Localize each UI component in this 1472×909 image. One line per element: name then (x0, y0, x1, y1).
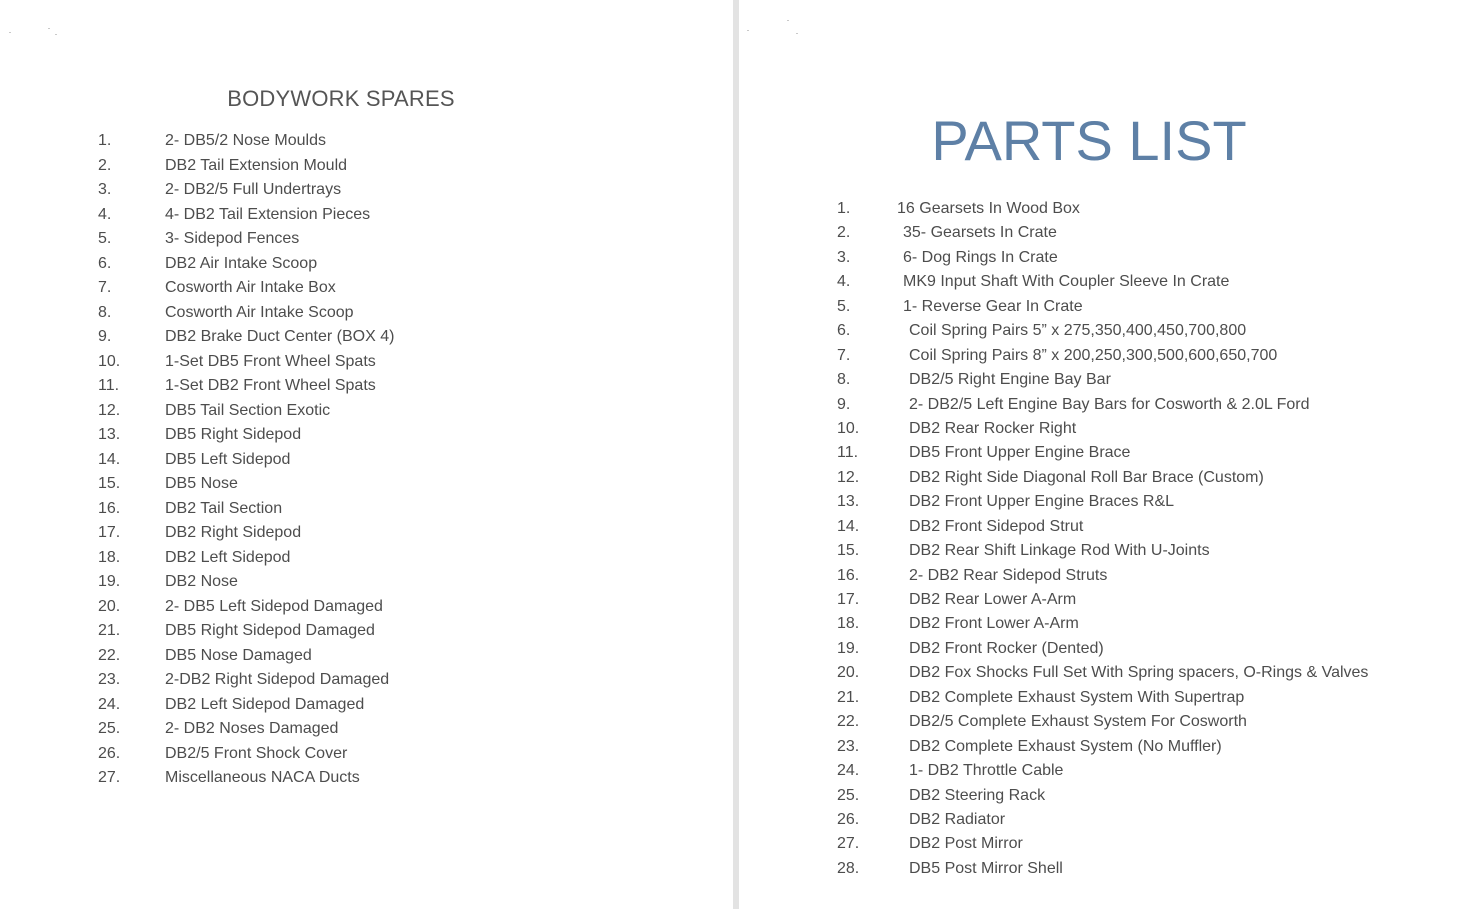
item-number: 13. (98, 426, 121, 443)
list-item (98, 570, 394, 595)
item-number: 4. (837, 273, 851, 291)
list-item (837, 637, 1368, 661)
item-text: DB2 Left Sidepod Damaged (165, 695, 365, 713)
list-item (98, 521, 394, 546)
item-number: 26. (98, 744, 121, 762)
item-number: 23. (98, 671, 121, 688)
item-number: 7. (837, 346, 851, 364)
item-text: DB2 Radiator (909, 810, 1006, 828)
item-text: DB2 Rear Shift Linkage Rod With U-Joints (909, 542, 1210, 560)
list-item (98, 595, 394, 620)
item-number: 21. (98, 622, 121, 639)
item-number: 3. (98, 181, 112, 198)
list-item (837, 344, 1368, 368)
item-number: 26. (837, 810, 860, 828)
item-text: 1- Reverse Gear In Crate (903, 297, 1083, 315)
item-number: 18. (98, 548, 121, 566)
item-text: 4- DB2 Tail Extension Pieces (165, 205, 371, 223)
item-number: 2. (98, 156, 112, 174)
item-number: 10. (837, 419, 860, 437)
scan-speck (48, 28, 50, 29)
item-text: 2- DB2/5 Left Engine Bay Bars for Cosworth & 2.0L Ford (909, 395, 1310, 413)
list-item (98, 203, 394, 228)
item-number: 3. (837, 248, 851, 266)
list-item (98, 129, 394, 154)
bodywork-spares-page (0, 0, 733, 909)
item-text: MK9 Input Shaft With Coupler Sleeve In Crate (903, 273, 1230, 291)
item-number: 4. (98, 205, 112, 223)
item-text: DB5 Tail Section Exotic (165, 401, 331, 419)
item-text: DB2 Steering Rack (909, 786, 1046, 804)
list-item (98, 227, 394, 252)
item-text: 1-Set DB2 Front Wheel Spats (165, 377, 376, 394)
item-number: 14. (98, 450, 121, 468)
item-text: DB2 Rear Lower A-Arm (909, 591, 1077, 608)
item-number: 15. (98, 475, 121, 492)
list-item (98, 717, 394, 742)
item-number: 2. (837, 224, 851, 242)
item-text: DB5 Front Upper Engine Brace (909, 444, 1131, 462)
item-text: Coil Spring Pairs 5” x 275,350,400,450,700,800 (909, 322, 1247, 340)
item-number: 24. (837, 762, 860, 780)
list-item (837, 832, 1368, 856)
item-number: 16. (98, 499, 121, 517)
list-item (837, 393, 1368, 417)
list-item (837, 515, 1368, 539)
list-item (837, 246, 1368, 270)
item-text: 2- DB2 Noses Damaged (165, 720, 339, 737)
list-item (98, 423, 394, 448)
list-item (837, 588, 1368, 612)
list-item (98, 742, 394, 767)
item-text: Cosworth Air Intake Box (165, 279, 336, 296)
list-item (98, 252, 394, 277)
item-text: 2-DB2 Right Sidepod Damaged (165, 671, 390, 688)
item-number: 8. (98, 303, 112, 321)
item-number: 6. (98, 254, 112, 272)
list-item (837, 539, 1368, 563)
list-item (837, 857, 1368, 881)
item-text: DB2 Left Sidepod (165, 548, 291, 566)
item-number: 19. (98, 573, 121, 590)
item-text: DB2 Air Intake Scoop (165, 254, 318, 272)
list-item (98, 472, 394, 497)
list-item (98, 644, 394, 669)
item-number: 12. (837, 468, 860, 486)
item-text: DB2 Brake Duct Center (BOX 4) (165, 328, 395, 345)
item-text: DB5 Right Sidepod (165, 426, 302, 443)
list-item (837, 759, 1368, 783)
item-number: 27. (837, 835, 860, 853)
item-number: 6. (837, 322, 851, 340)
item-number: 9. (837, 395, 851, 413)
item-number: 20. (837, 664, 860, 682)
item-text: DB5 Post Mirror Shell (909, 859, 1063, 877)
list-item (837, 564, 1368, 588)
list-item (837, 295, 1368, 319)
list-item (837, 661, 1368, 685)
item-text: DB2 Front Lower A-Arm (909, 615, 1079, 633)
item-number: 21. (837, 688, 860, 706)
page-title: BODYWORK SPARES (227, 86, 455, 111)
item-text: 3- Sidepod Fences (165, 230, 300, 247)
item-number: 10. (98, 352, 121, 370)
item-number: 11. (837, 444, 859, 462)
list-item (837, 466, 1368, 490)
item-number: 1. (98, 132, 112, 149)
list-item (98, 399, 394, 424)
list-item (98, 276, 394, 301)
page-title: PARTS LIST (931, 109, 1247, 172)
list-item (837, 197, 1368, 221)
item-text: DB2 Nose (165, 573, 238, 590)
item-text: DB5 Nose (165, 475, 238, 492)
list-item (837, 319, 1368, 343)
scan-speck (747, 30, 749, 31)
item-number: 1. (837, 200, 851, 217)
list-item (837, 441, 1368, 465)
item-text: DB2 Complete Exhaust System (No Muffler) (909, 737, 1222, 755)
item-number: 7. (98, 279, 112, 296)
list-item (98, 301, 394, 326)
item-text: DB5 Right Sidepod Damaged (165, 622, 375, 639)
item-number: 24. (98, 695, 121, 713)
item-number: 13. (837, 493, 860, 511)
list-item (98, 497, 394, 522)
bodywork-spares-list (98, 129, 394, 791)
item-text: DB5 Left Sidepod (165, 450, 291, 468)
list-item (98, 668, 394, 693)
item-text: DB2/5 Right Engine Bay Bar (909, 371, 1111, 389)
list-item (837, 368, 1368, 392)
item-number: 28. (837, 859, 860, 877)
list-item (98, 154, 394, 179)
list-item (98, 619, 394, 644)
item-text: DB2 Complete Exhaust System With Supertrap (909, 688, 1245, 706)
item-text: DB2/5 Complete Exhaust System For Cosworth (909, 713, 1247, 731)
list-item (837, 270, 1368, 294)
list-item (837, 735, 1368, 759)
item-number: 22. (837, 713, 860, 731)
item-text: 16 Gearsets In Wood Box (897, 200, 1080, 217)
item-number: 11. (98, 377, 120, 394)
list-item (98, 693, 394, 718)
list-item (837, 784, 1368, 808)
item-number: 5. (837, 297, 851, 315)
item-number: 14. (837, 517, 860, 535)
item-number: 9. (98, 328, 112, 345)
item-text: DB2 Tail Section (165, 499, 283, 517)
item-text: 1- DB2 Throttle Cable (909, 762, 1064, 780)
item-number: 12. (98, 401, 121, 419)
list-item (837, 490, 1368, 514)
item-number: 17. (837, 591, 860, 608)
item-number: 18. (837, 615, 860, 633)
list-item (837, 710, 1368, 734)
item-text: DB2 Front Sidepod Strut (909, 517, 1084, 535)
item-text: DB2 Front Rocker (Dented) (909, 639, 1104, 657)
item-text: DB2 Rear Rocker Right (909, 419, 1077, 437)
item-text: DB2 Right Sidepod (165, 524, 302, 541)
item-text: DB2 Post Mirror (909, 835, 1023, 853)
item-number: 22. (98, 646, 121, 664)
item-number: 23. (837, 737, 860, 755)
item-text: 2- DB2/5 Full Undertrays (165, 181, 342, 198)
item-text: DB2 Right Side Diagonal Roll Bar Brace (Custom) (909, 468, 1264, 486)
item-number: 8. (837, 371, 851, 389)
list-item (837, 686, 1368, 710)
item-text: DB2/5 Front Shock Cover (165, 744, 348, 762)
scan-speck (796, 33, 798, 34)
scan-speck (787, 20, 789, 21)
item-number: 20. (98, 597, 121, 615)
item-text: DB5 Nose Damaged (165, 646, 312, 664)
list-item (98, 178, 394, 203)
list-item (837, 808, 1368, 832)
item-number: 19. (837, 639, 860, 657)
list-item (837, 221, 1368, 245)
item-number: 25. (98, 720, 121, 737)
item-text: 2- DB5 Left Sidepod Damaged (165, 597, 383, 615)
item-number: 25. (837, 786, 860, 804)
item-text: DB2 Fox Shocks Full Set With Spring spacers, O-Rings & Valves (909, 664, 1369, 682)
item-text: Cosworth Air Intake Scoop (165, 303, 354, 321)
list-item (98, 374, 394, 399)
item-number: 27. (98, 769, 121, 786)
item-number: 15. (837, 542, 860, 560)
parts-list-page (739, 0, 1472, 909)
list-item (98, 448, 394, 473)
list-item (837, 417, 1368, 441)
item-text: 2- DB2 Rear Sidepod Struts (909, 566, 1108, 584)
list-item (98, 766, 394, 791)
scan-speck (9, 32, 11, 33)
item-text: DB2 Tail Extension Mould (165, 156, 348, 174)
list-item (837, 612, 1368, 636)
item-number: 5. (98, 230, 112, 247)
item-text: 35- Gearsets In Crate (903, 224, 1057, 242)
scan-speck (55, 34, 57, 35)
item-text: 6- Dog Rings In Crate (903, 248, 1058, 266)
item-number: 17. (98, 524, 121, 541)
item-text: 2- DB5/2 Nose Moulds (165, 132, 326, 149)
list-item (98, 350, 394, 375)
item-text: Coil Spring Pairs 8” x 200,250,300,500,600,650,700 (909, 346, 1278, 364)
list-item (98, 325, 394, 350)
item-text: 1-Set DB5 Front Wheel Spats (165, 352, 376, 370)
item-number: 16. (837, 566, 860, 584)
list-item (98, 546, 394, 571)
parts-list (837, 197, 1368, 881)
item-text: Miscellaneous NACA Ducts (165, 769, 360, 786)
item-text: DB2 Front Upper Engine Braces R&L (909, 493, 1175, 511)
